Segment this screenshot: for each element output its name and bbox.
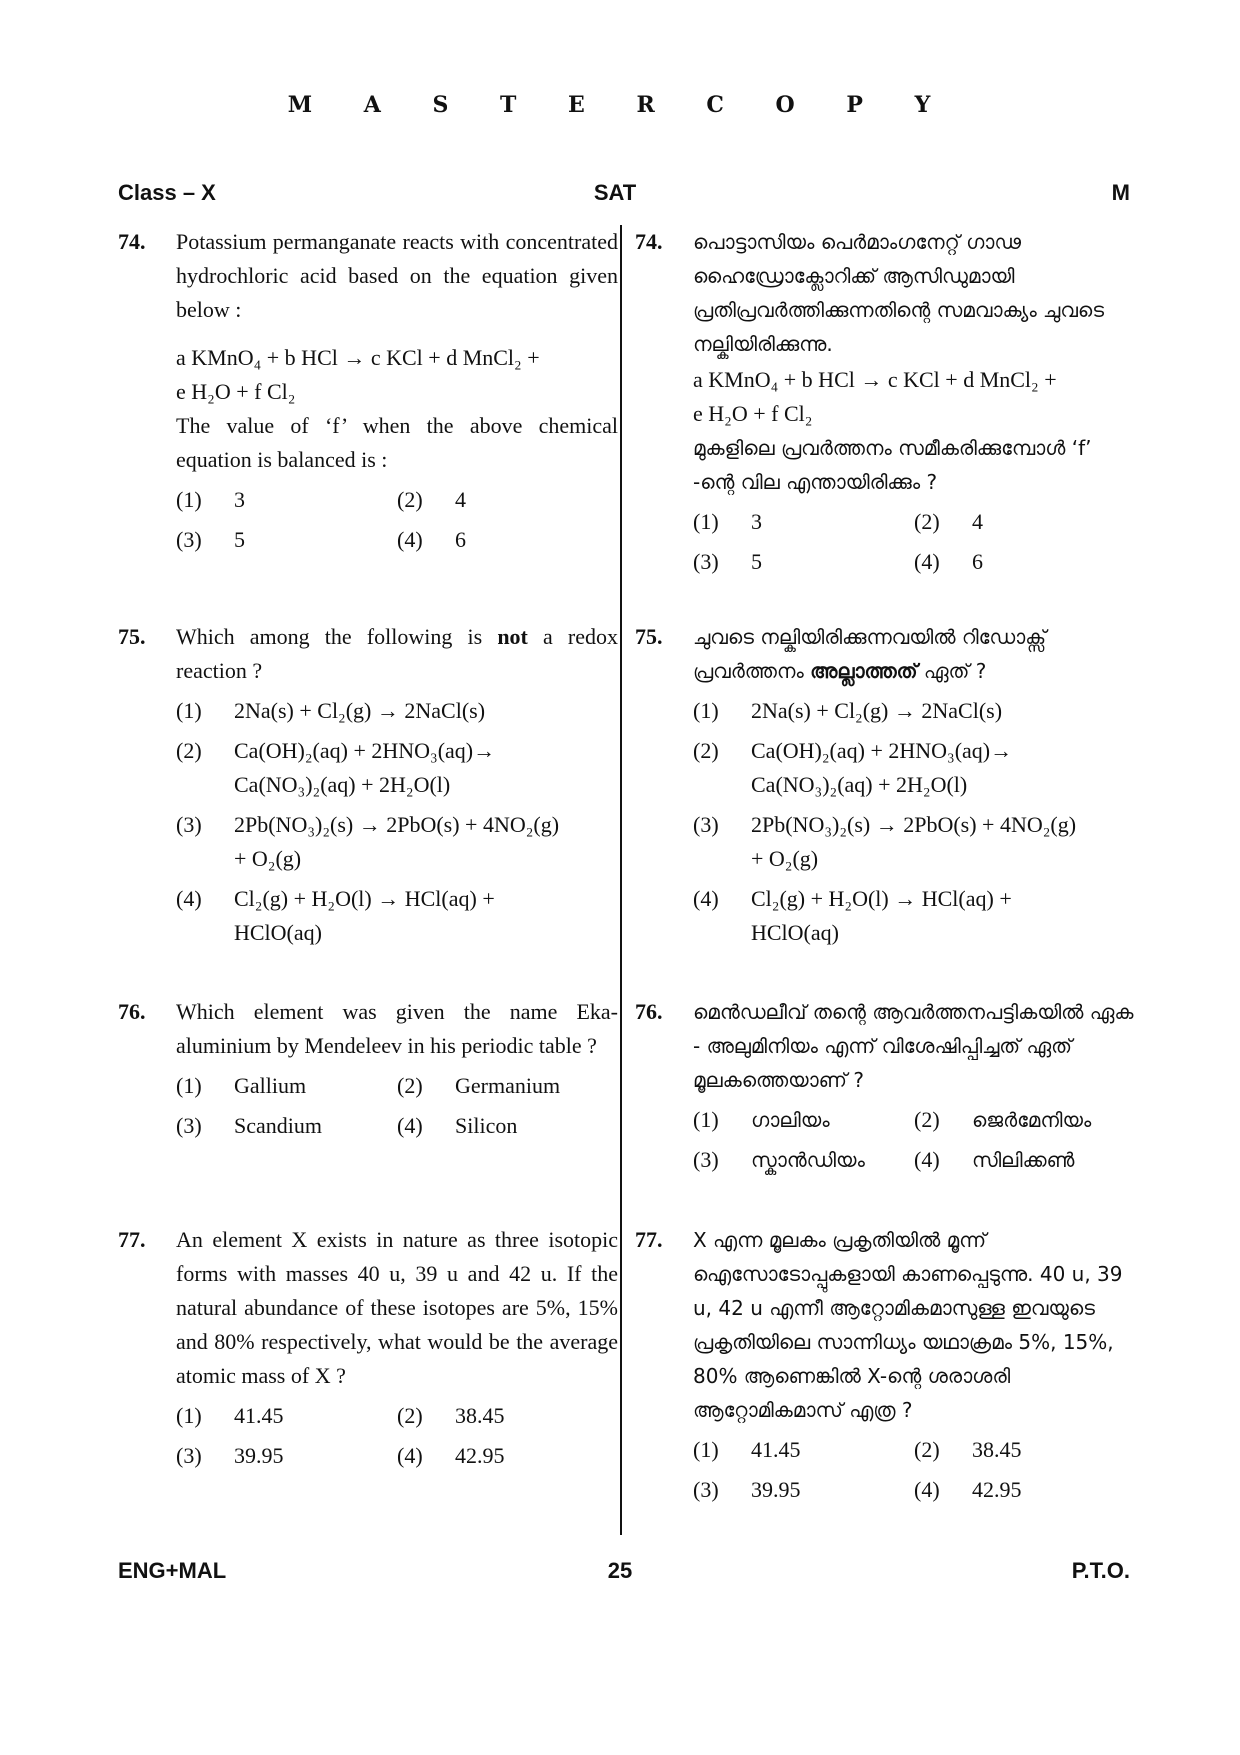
- equation-line: a KMnO₄ + b HCl → c KCl + d MnCl₂ +: [176, 345, 540, 370]
- question-stem: പൊട്ടാസിയം പെർമാംഗനേറ്റ് ഗാഢ ഹൈഡ്രോക്ലോറിക്ക് ആസിഡുമായി പ്രതിപ്രവർത്തിക്കുന്നതിന്റെ സമവാക്യം ചുവടെ നല്കിയിരിക്കുന്നു.: [693, 230, 1104, 356]
- option-2[interactable]: (2) Ca(OH)₂(aq) + 2HNO₃(aq)→ Ca(NO₃)₂(aq) + 2H₂O(l): [693, 738, 1013, 797]
- option-2[interactable]: (2) 4: [914, 509, 983, 534]
- options-grid: [176, 1069, 618, 1143]
- question-number: 77.: [635, 1227, 663, 1252]
- options-list: [176, 694, 618, 950]
- option-4[interactable]: (4) 42.95: [397, 1443, 505, 1468]
- question-75-ml: [635, 620, 1135, 995]
- option-4[interactable]: (4) Silicon: [397, 1113, 518, 1138]
- option-3[interactable]: (3) Scandium: [176, 1113, 322, 1138]
- option-4[interactable]: (4) 6: [914, 549, 983, 574]
- option-4[interactable]: (4) Cl₂(g) + H₂O(l) → HCl(aq) + HClO(aq): [176, 886, 495, 945]
- question-number: 76.: [635, 999, 663, 1024]
- question-number: 77.: [118, 1227, 146, 1252]
- question-77-en: [118, 1223, 618, 1503]
- question-stem: X എന്ന മൂലകം പ്രകൃതിയിൽ മൂന്ന് ഐസോടോപ്പുകളായി കാണപ്പെടുന്നു. 40 u, 39 u, 42 u എന്നീ ആറ്റോമികമാസുള്ള ഇവയുടെ പ്രകൃതിയിലെ സാന്നിധ്യം യഥാക്രമം 5%, 15%, 80% ആണെങ്കിൽ X-ന്റെ ശരാശരി ആറ്റോമികമാസ് എത്ര ?: [693, 1228, 1123, 1422]
- equation-line: e H₂O + f Cl₂: [693, 401, 813, 426]
- option-1[interactable]: (1) 3: [693, 509, 762, 534]
- header-class: Class – X: [118, 180, 216, 205]
- option-3[interactable]: (3) 2Pb(NO₃)₂(s) → 2PbO(s) + 4NO₂(g) + O₂(g): [693, 812, 1077, 871]
- column-divider: [620, 225, 622, 1535]
- footer-pto: P.T.O.: [1071, 1558, 1130, 1583]
- question-stem-continued: മുകളിലെ പ്രവർത്തനം സമീകരിക്കുമ്പോൾ ‘f’ -ന്റെ വില എന്തായിരിക്കും ?: [693, 436, 1092, 494]
- question-number: 76.: [118, 999, 146, 1024]
- option-4[interactable]: (4) 6: [397, 527, 466, 552]
- option-3[interactable]: (3) 5: [176, 527, 245, 552]
- option-3[interactable]: (3) 39.95: [693, 1477, 801, 1502]
- option-2[interactable]: (2) ജെർമേനിയം: [914, 1107, 1092, 1132]
- question-74-ml: [635, 225, 1135, 620]
- question-stem: മെൻഡലീവ് തന്റെ ആവർത്തനപട്ടികയിൽ ഏക - അലുമിനിയം എന്ന് വിശേഷിപ്പിച്ചത് ഏത് മൂലകത്തെയാണ് ?: [693, 1000, 1134, 1092]
- footer-language: ENG+MAL: [118, 1558, 227, 1583]
- question-76-en: [118, 995, 618, 1223]
- master-copy-heading: M A S T E R C O P Y: [287, 92, 953, 118]
- options-grid: [693, 1103, 1135, 1177]
- options-grid: [176, 1399, 618, 1473]
- question-76-ml: [635, 995, 1135, 1223]
- option-2[interactable]: (2) Germanium: [397, 1073, 561, 1098]
- emphasis-not: not: [497, 624, 528, 649]
- question-stem: Which element was given the name Eka-aluminium by Mendeleev in his periodic table ?: [176, 999, 618, 1058]
- option-1[interactable]: (1) 41.45: [176, 1403, 284, 1428]
- question-77-ml: [635, 1223, 1135, 1503]
- equation-line: e H₂O + f Cl₂: [176, 379, 296, 404]
- question-stem: An element X exists in nature as three isotopic forms with masses 40 u, 39 u and 42 u. If the natural abundance of these isotopes are 5%, 15% and 80% respectively, what would be the average atomic mass of X ?: [176, 1227, 618, 1388]
- header-exam: SAT: [593, 180, 637, 205]
- question-stem: Potassium permanganate reacts with concentrated hydrochloric acid based on the equation given below :: [176, 229, 618, 322]
- english-column: [118, 225, 618, 1503]
- options-grid: [176, 483, 618, 557]
- option-4[interactable]: (4) സിലിക്കൺ: [914, 1147, 1075, 1172]
- question-number: 74.: [635, 229, 663, 254]
- options-grid: [693, 1433, 1135, 1507]
- option-3[interactable]: (3) 5: [693, 549, 762, 574]
- page-number: 25: [607, 1558, 633, 1583]
- option-1[interactable]: (1) 2Na(s) + Cl₂(g) → 2NaCl(s): [693, 698, 1003, 723]
- option-3[interactable]: (3) 2Pb(NO₃)₂(s) → 2PbO(s) + 4NO₂(g) + O₂(g): [176, 812, 560, 871]
- option-2[interactable]: (2) 38.45: [914, 1437, 1022, 1462]
- option-3[interactable]: (3) 39.95: [176, 1443, 284, 1468]
- question-stem: Which among the following is not a redox reaction ?: [176, 624, 619, 683]
- question-stem-continued: The value of ‘f’ when the above chemical equation is balanced is :: [176, 413, 618, 472]
- question-stem: ചുവടെ നല്കിയിരിക്കുന്നവയിൽ റിഡോക്സ് പ്രവർത്തനം അല്ലാത്തത് ഏത് ?: [693, 625, 1047, 683]
- options-grid: [693, 505, 1135, 579]
- option-3[interactable]: (3) സ്കാൻഡിയം: [693, 1147, 865, 1172]
- option-1[interactable]: (1) ഗാലിയം: [693, 1107, 830, 1132]
- option-2[interactable]: (2) 4: [397, 487, 466, 512]
- option-1[interactable]: (1) Gallium: [176, 1073, 307, 1098]
- equation-line: a KMnO₄ + b HCl → c KCl + d MnCl₂ +: [693, 367, 1057, 392]
- options-list: [693, 694, 1135, 950]
- option-4[interactable]: (4) 42.95: [914, 1477, 1022, 1502]
- question-number: 74.: [118, 229, 146, 254]
- question-74-en: [118, 225, 618, 620]
- option-2[interactable]: (2) 38.45: [397, 1403, 505, 1428]
- option-1[interactable]: (1) 2Na(s) + Cl₂(g) → 2NaCl(s): [176, 698, 486, 723]
- header-medium: M: [1111, 180, 1130, 205]
- question-number: 75.: [118, 624, 146, 649]
- question-75-en: [118, 620, 618, 995]
- emphasis-not: അല്ലാത്തത്: [810, 659, 918, 683]
- option-2[interactable]: (2) Ca(OH)₂(aq) + 2HNO₃(aq)→ Ca(NO₃)₂(aq) + 2H₂O(l): [176, 738, 496, 797]
- question-number: 75.: [635, 624, 663, 649]
- malayalam-column: [635, 225, 1135, 1503]
- option-1[interactable]: (1) 41.45: [693, 1437, 801, 1462]
- option-4[interactable]: (4) Cl₂(g) + H₂O(l) → HCl(aq) + HClO(aq): [693, 886, 1012, 945]
- option-1[interactable]: (1) 3: [176, 487, 245, 512]
